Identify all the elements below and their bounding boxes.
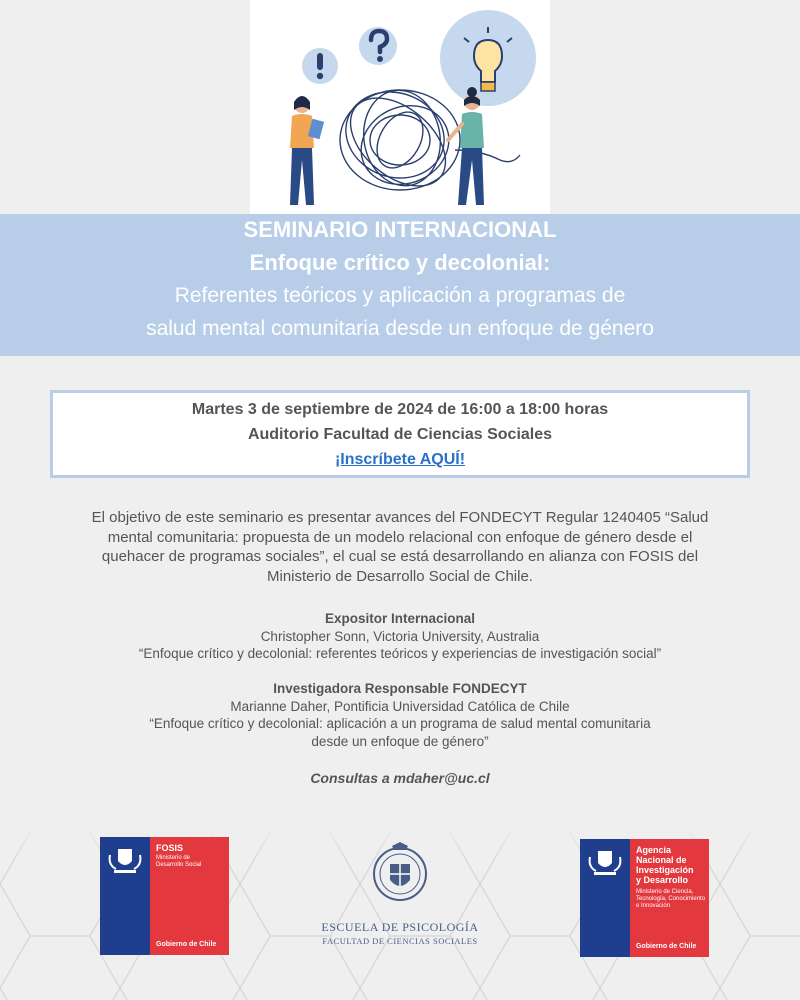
event-info-box <box>50 390 750 478</box>
anid-gov: Gobierno de Chile <box>636 943 697 950</box>
researcher-heading: Investigadora Responsable FONDECYT <box>273 681 527 696</box>
anid-sub: Tecnología, Conocimiento <box>636 896 706 902</box>
researcher-name: Marianne Daher, Pontificia Universidad Católica de Chile <box>230 698 570 714</box>
fosis-logo <box>100 837 229 955</box>
researcher-talk: “Enfoque crítico y decolonial: aplicación a un programa de salud mental comunitaria <box>149 716 651 731</box>
anid-title: Investigación <box>636 865 694 875</box>
anid-title: Nacional de <box>636 855 687 865</box>
seminar-topic-line-2: salud mental comunitaria desde un enfoque de género <box>146 317 654 340</box>
register-link[interactable]: ¡Inscríbete AQUÍ! <box>334 451 466 468</box>
speaker-name: Christopher Sonn, Victoria University, Australia <box>260 628 540 644</box>
fosis-gov: Gobierno de Chile <box>156 941 217 948</box>
lightbulb-icon <box>440 10 536 106</box>
fosis-sub: Ministerio de <box>156 855 191 861</box>
anid-title: y Desarrollo <box>636 875 689 885</box>
exclamation-icon <box>302 48 338 84</box>
description-line: El objetivo de este seminario es presentar avances del FONDECYT Regular 1240405 “Salud <box>91 509 709 526</box>
international-speaker-block <box>60 610 740 663</box>
description-line: quehacer de programas sociales”, el cual se está desarrollando en alianza con FOSIS del <box>101 548 699 565</box>
chile-coat-of-arms-icon <box>586 847 624 877</box>
seminar-title: SEMINARIO INTERNACIONAL <box>243 217 557 242</box>
anid-title: Agencia <box>636 845 672 855</box>
speaker-heading: Expositor Internacional <box>324 611 476 626</box>
description-line: Ministerio de Desarrollo Social de Chile. <box>267 567 533 585</box>
fosis-sub: Desarrollo Social <box>156 862 202 868</box>
question-icon <box>359 27 397 65</box>
fosis-title: FOSIS <box>156 843 184 853</box>
anid-logo <box>580 839 709 957</box>
uc-seal-icon <box>370 840 430 918</box>
escuela-faculty: FACULTAD DE CIENCIAS SOCIALES <box>322 936 478 946</box>
anid-sub: e Innovación <box>636 903 671 909</box>
escuela-psicologia-logo <box>300 836 500 956</box>
seminar-subtitle: Enfoque crítico y decolonial: <box>249 250 551 275</box>
anid-sub: Ministerio de Ciencia, <box>636 889 694 895</box>
event-date: Martes 3 de septiembre de 2024 de 16:00 a 18:00 horas <box>191 401 609 418</box>
title-banner <box>0 214 800 356</box>
speaker-talk: “Enfoque crítico y decolonial: referentes teóricos y experiencias de investigación social” <box>138 646 662 661</box>
researcher-talk: desde un enfoque de género” <box>311 733 489 749</box>
escuela-name: ESCUELA DE PSICOLOGÍA <box>321 920 479 934</box>
contact-text: Consultas a mdaher@uc.cl <box>310 770 490 786</box>
description-line: mental comunitaria: propuesta de un modelo relacional con enfoque de género desde el <box>107 528 693 546</box>
seminar-topic-line-1: Referentes teóricos y aplicación a programas de <box>174 284 626 307</box>
chile-coat-of-arms-icon <box>106 845 144 875</box>
responsible-researcher-block <box>60 680 740 750</box>
seminar-description <box>60 508 740 586</box>
event-venue: Auditorio Facultad de Ciencias Sociales <box>247 426 553 443</box>
people-untangling-thoughts-illustration <box>250 0 550 214</box>
